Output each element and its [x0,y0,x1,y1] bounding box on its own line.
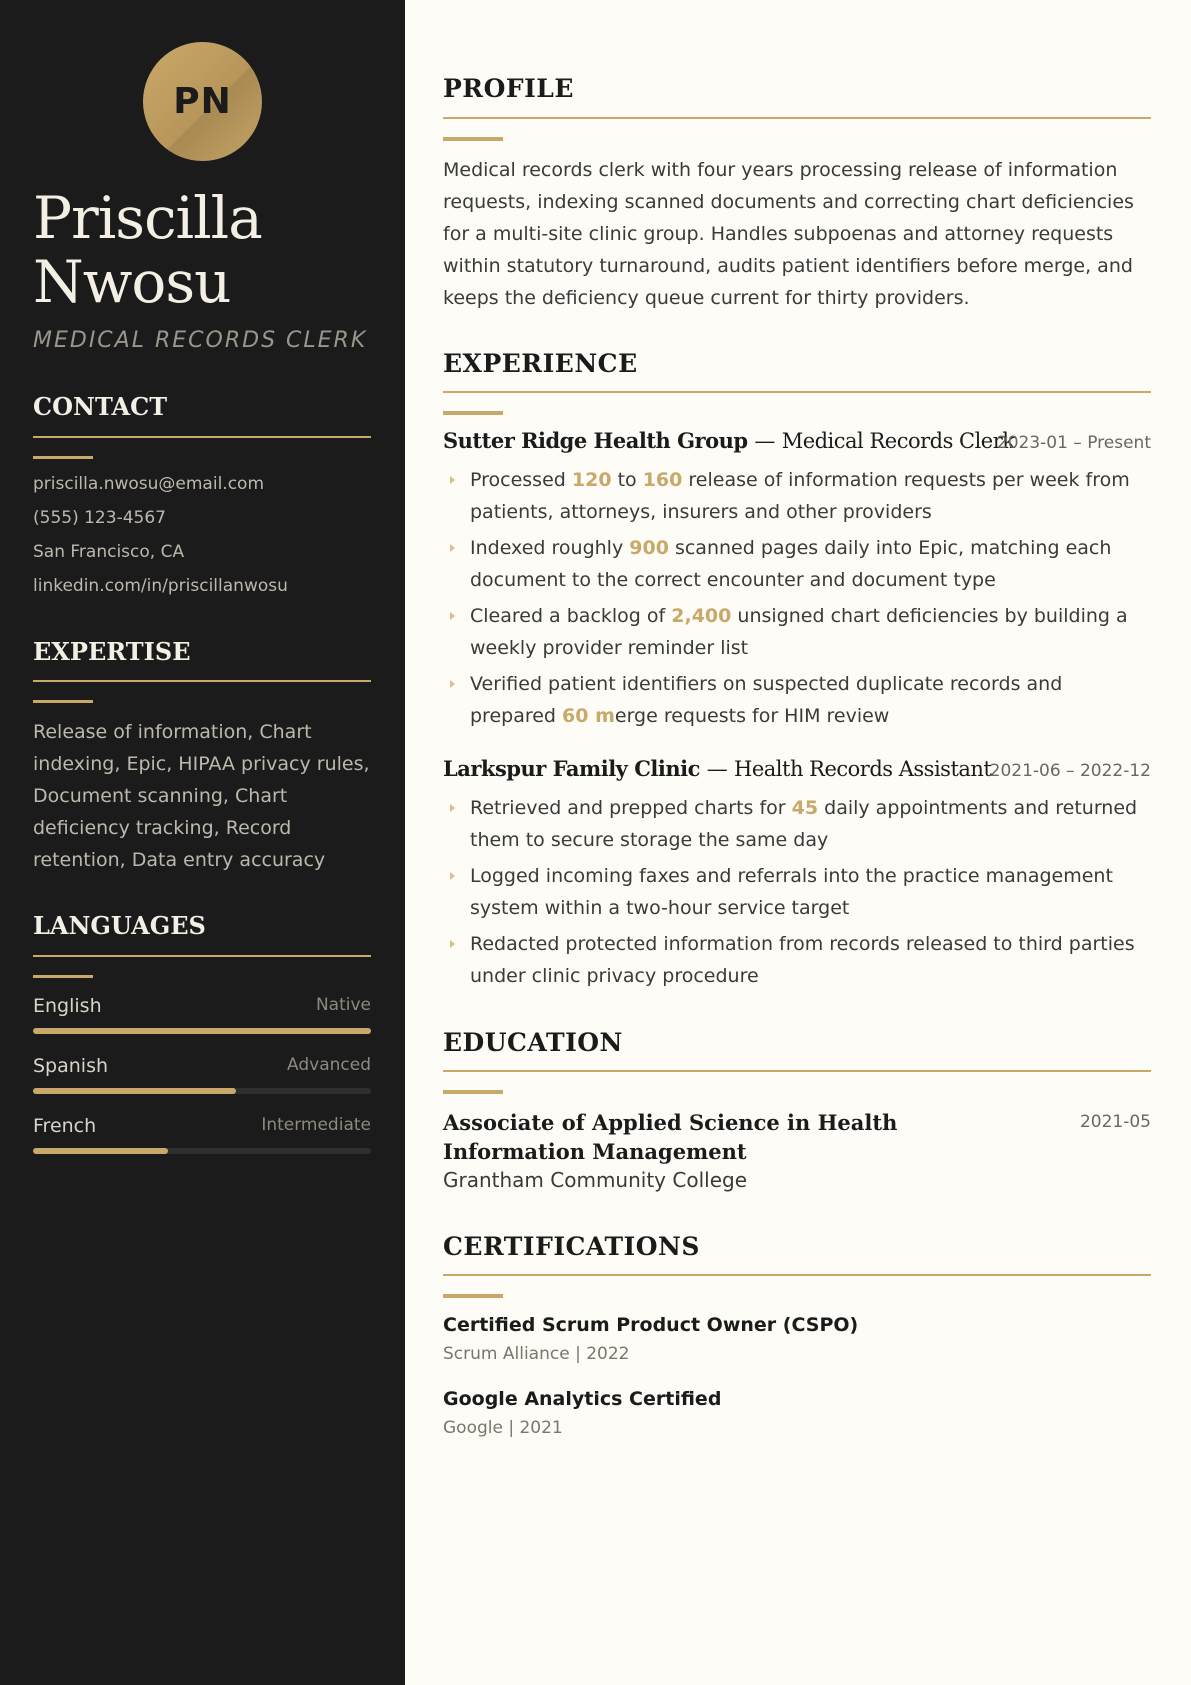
last-name: Nwosu [33,248,231,316]
education-school: Grantham Community College [443,1168,747,1192]
job-bullet: Retrieved and prepped charts for 45 daily appointments and returned them to secure storage the same day [470,792,1150,856]
job-dates: 2021-06 – 2022-12 [989,761,1151,781]
experience-heading: EXPERIENCE [443,349,638,378]
job-company: Larkspur Family Clinic [443,756,700,781]
language-bar [33,1088,371,1094]
education-date: 2021-05 [1079,1112,1151,1132]
candidate-name [33,186,393,314]
expertise-accent [33,700,93,703]
education-heading: EDUCATION [443,1028,623,1057]
contact-email[interactable]: priscilla.nwosu@email.com [33,474,265,494]
profile-summary: Medical records clerk with four years processing release of information requests, indexing scanned documents and correcting chart deficiencies for a multi-site clinic group. Handles subpoenas and attorney requests within statutory turnaround, audits patient identifiers before merge, and keeps the deficiency queue current for thirty providers. [443,159,1134,309]
language-bar [33,1148,371,1154]
profile-accent [443,137,503,141]
language-level: Intermediate [261,1115,371,1135]
experience-rule [443,391,1151,393]
job-bullet: Verified patient identifiers on suspected duplicate records and prepared 60 merge requests for HIM review [470,668,1150,732]
expertise-list: Release of information, Chart indexing, Epic, HIPAA privacy rules, Document scanning, Chart deficiency tracking, Record retention, Data entry accuracy [33,721,370,871]
first-name: Priscilla [33,184,262,252]
contact-heading: CONTACT [33,392,168,421]
contact-rule [33,436,371,438]
job-dates: 2023-01 – Present [996,433,1151,453]
contact-accent [33,456,93,459]
certifications-heading: CERTIFICATIONS [443,1232,700,1261]
job-bullet: Processed 120 to 160 release of information requests per week from patients, attorneys, insurers and other providers [470,464,1150,528]
education-accent [443,1090,503,1094]
sidebar [0,0,405,1685]
language-name: Spanish [33,1055,109,1077]
language-name: French [33,1115,97,1137]
languages-rule [33,955,371,957]
job-bullet: Redacted protected information from records released to third parties under clinic privacy procedure [470,928,1150,992]
education-rule [443,1070,1151,1072]
job-company: Sutter Ridge Health Group [443,428,748,453]
certification-meta: Scrum Alliance | 2022 [443,1344,630,1364]
language-name: English [33,995,102,1017]
job-separator: — [706,757,728,781]
certification-meta: Google | 2021 [443,1418,563,1438]
language-bar-fill [33,1148,168,1154]
language-level: Native [315,995,371,1015]
experience-accent [443,411,503,415]
languages-accent [33,975,93,978]
contact-linkedin[interactable]: linkedin.com/in/priscillanwosu [33,576,288,596]
languages-heading: LANGUAGES [33,911,206,940]
job-separator: — [754,429,775,453]
job-bullet: Cleared a backlog of 2,400 unsigned chart deficiencies by building a weekly provider reminder list [470,600,1150,664]
avatar: PN [143,42,262,161]
certification-name: Google Analytics Certified [443,1388,722,1410]
expertise-rule [33,680,371,682]
expertise-heading: EXPERTISE [33,637,191,666]
job-role: Medical Records Clerk [781,429,1015,453]
profile-heading: PROFILE [443,74,574,103]
certifications-accent [443,1294,503,1298]
certifications-rule [443,1274,1151,1276]
job-bullet: Logged incoming faxes and referrals into the practice management system within a two-hour service target [470,860,1150,924]
language-bar-fill [33,1088,236,1094]
profile-rule [443,117,1151,119]
contact-location: San Francisco, CA [33,542,185,562]
candidate-role: MEDICAL RECORDS CLERK [33,328,368,353]
job-title [443,756,991,781]
job-title [443,428,1015,453]
job-bullet: Indexed roughly 900 scanned pages daily into Epic, matching each document to the correct encounter and document type [470,532,1150,596]
language-bar-fill [33,1028,371,1034]
certification-name: Certified Scrum Product Owner (CSPO) [443,1314,859,1336]
education-degree: Associate of Applied Science in Health Information Management [443,1110,898,1164]
job-role: Health Records Assistant [734,757,992,781]
contact-phone[interactable]: (555) 123-4567 [33,508,166,528]
language-level: Advanced [287,1055,371,1075]
language-bar [33,1028,371,1034]
